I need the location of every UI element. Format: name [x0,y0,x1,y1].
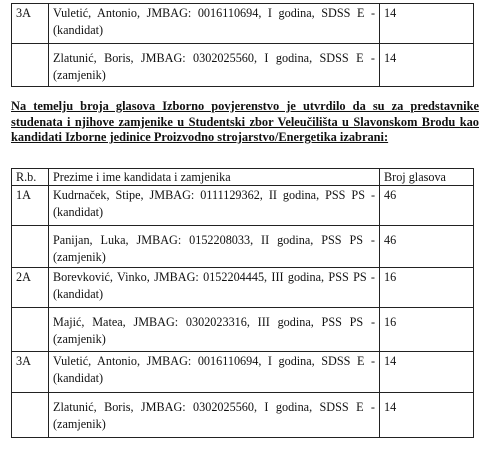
vote-count: 14 [380,4,474,44]
results-statement: Na temelju broja glasova Izborno povjerenstvo je utvrdilo da su za predstavnike studenata i njihove zamjenike u Studentski zbor Veleučilišta u Slavonskom Brodu kao kandidati Izborne jedinice Proizvodno strojarstvo/Energetika izabrani: [11,99,479,144]
table-row [12,4,474,44]
row-number [12,393,49,438]
row-number: 1A [12,186,49,226]
row-number: 3A [12,352,49,393]
candidate-name: Zlatunić, Boris, JMBAG: 0302025560, I godina, SDSS E - (zamjenik) [49,393,380,438]
candidate-name: Majić, Matea, JMBAG: 0302023316, III godina, PSS PS - (zamjenik) [49,308,380,352]
vote-count: 16 [380,268,474,308]
candidate-name: Panijan, Luka, JMBAG: 0152208033, II godina, PSS PS - (zamjenik) [49,226,380,268]
candidate-name: Vuletić, Antonio, JMBAG: 0016110694, I godina, SDSS E - (kandidat) [49,352,380,393]
results-table [11,168,474,438]
candidate-name: Kudrnaček, Stipe, JMBAG: 0111129362, II godina, PSS PS - (kandidat) [49,186,380,226]
table-row [12,393,474,438]
vote-count: 46 [380,226,474,268]
candidate-name: Vuletić, Antonio, JMBAG: 0016110694, I godina, SDSS E - (kandidat) [49,4,380,44]
table-header-row [12,169,474,186]
candidate-name: Borevković, Vinko, JMBAG: 0152204445, III godina, PSS PS - (kandidat) [49,268,380,308]
top-results-table [11,3,474,87]
row-number [12,44,49,87]
candidate-name: Zlatunić, Boris, JMBAG: 0302025560, I godina, SDSS E - (zamjenik) [49,44,380,87]
vote-count: 14 [380,393,474,438]
vote-count: 16 [380,308,474,352]
table-row [12,44,474,87]
row-number [12,226,49,268]
table-row [12,308,474,352]
table-row [12,352,474,393]
vote-count: 14 [380,352,474,393]
header-votes: Broj glasova [380,169,474,186]
table-row [12,268,474,308]
header-rb: R.b. [12,169,49,186]
row-number: 3A [12,4,49,44]
table-row [12,186,474,226]
vote-count: 14 [380,44,474,87]
vote-count: 46 [380,186,474,226]
table-row [12,226,474,268]
header-name: Prezime i ime kandidata i zamjenika [49,169,380,186]
row-number [12,308,49,352]
row-number: 2A [12,268,49,308]
